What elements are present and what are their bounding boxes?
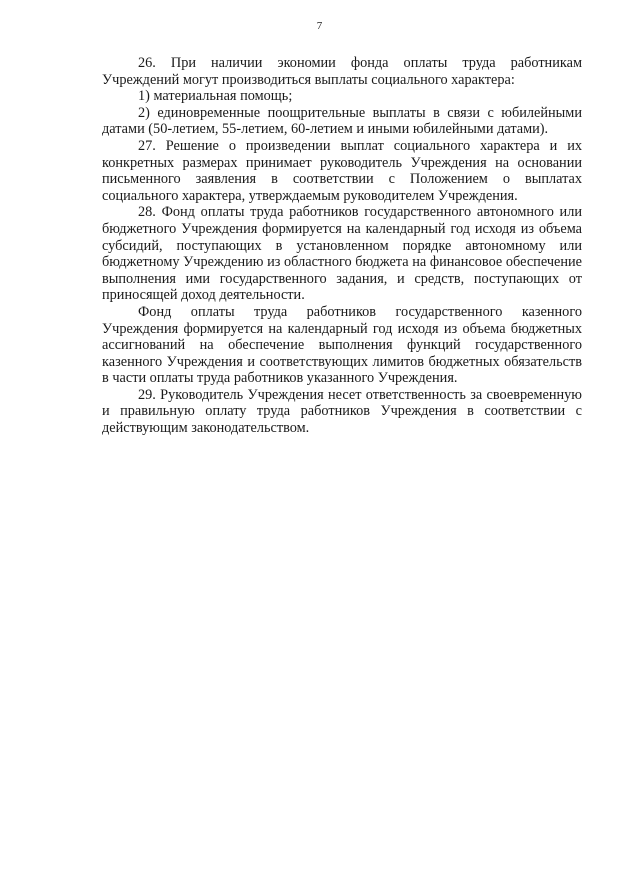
- paragraph-28: 28. Фонд оплаты труда работников государственного автономного или бюджетного Учреждения формируется на календарный год исходя из объема субсидий, поступающих в установленном порядке автономному или бюджетному Учреждению из областного бюджета на финансовое обеспечение выполнения ими государственного задания, и средств, поступающих от приносящей доход деятельности.: [102, 204, 582, 304]
- paragraph-29: 29. Руководитель Учреждения несет ответственность за своевременную и правильную оплату труда работников Учреждения в соответствии с действующим законодательством.: [102, 386, 582, 437]
- list-item-anniversary-payments: 2) единовременные поощрительные выплаты в связи с юбилейными датами (50-летием, 55-летием, 60-летием и иными юбилейными датами).: [102, 104, 582, 138]
- page-number: 7: [316, 20, 323, 32]
- paragraph-26: 26. При наличии экономии фонда оплаты труда работникам Учреждений могут производиться выплаты социального характера:: [102, 55, 582, 88]
- paragraph-28-kazennoe: Фонд оплаты труда работников государственного казенного Учреждения формируется на календарный год исходя из объема бюджетных ассигнований на обеспечение выполнения функций государственного казенного Учреждения и соответствующих лимитов бюджетных обязательств в части оплаты труда работников указанного Учреждения.: [102, 303, 582, 387]
- document-body: [102, 55, 582, 437]
- paragraph-27: 27. Решение о произведении выплат социального характера и их конкретных размерах принимает руководитель Учреждения на основании письменного заявления в соответствии с Положением о выплатах социального характера, утверждаемым руководителем Учреждения.: [102, 137, 582, 204]
- list-item-material-aid: 1) материальная помощь;: [138, 88, 293, 105]
